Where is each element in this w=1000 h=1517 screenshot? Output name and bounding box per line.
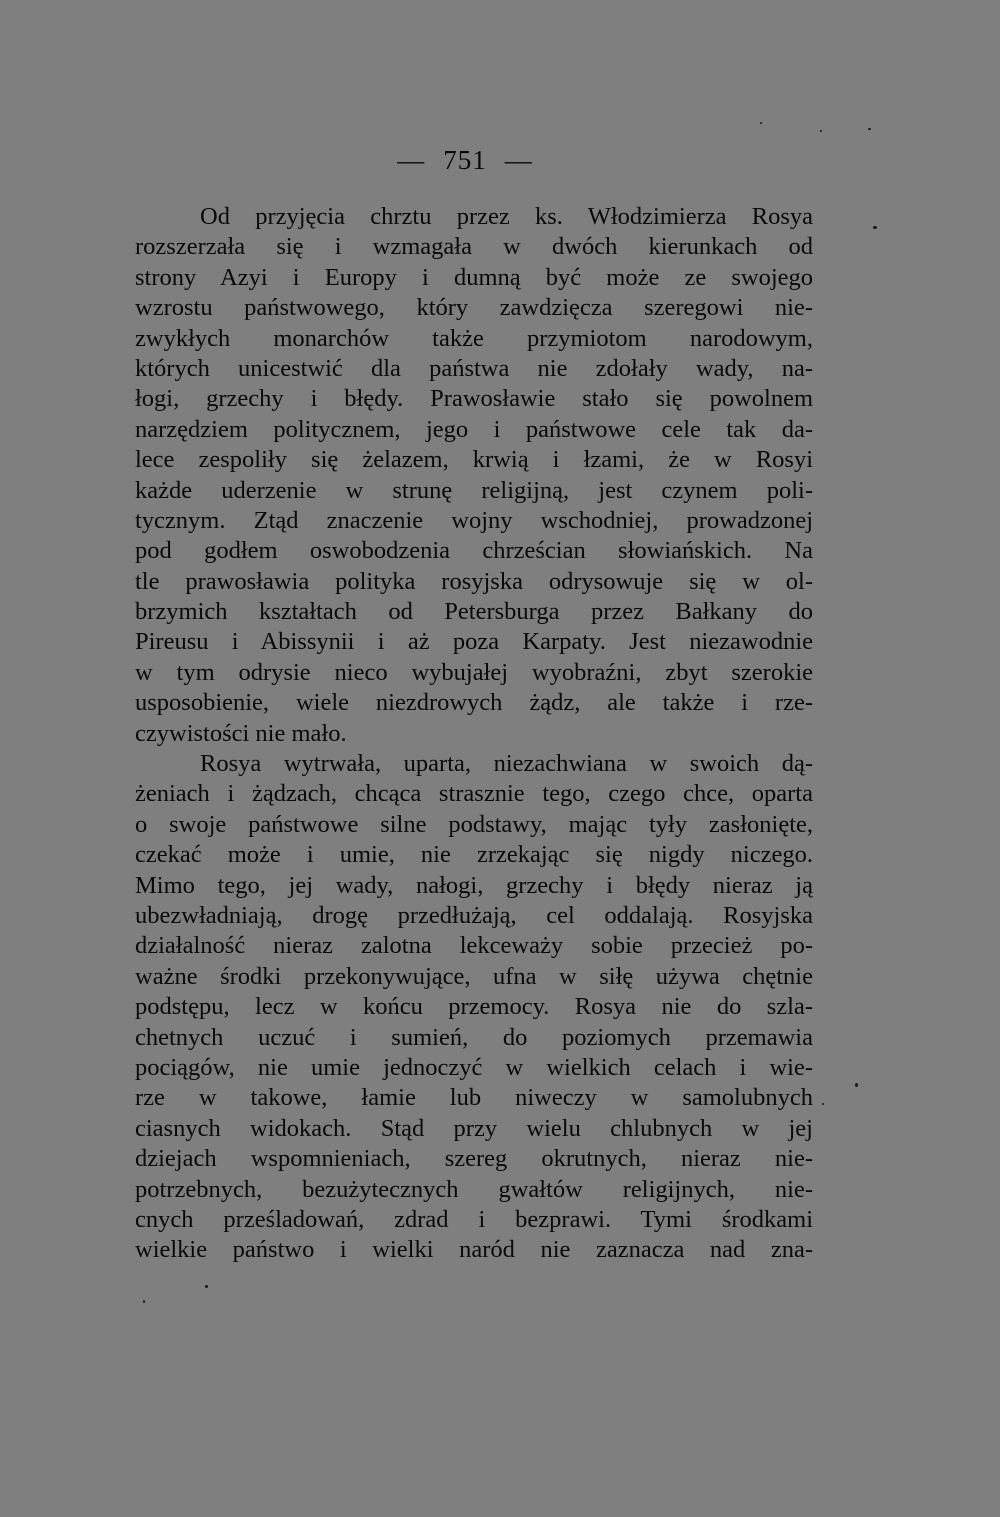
text-line: pod godłem oswobodzenia chrześcian słowiańskich. Na bbox=[135, 537, 813, 565]
text-line: ważne środki przekonywujące, ufna w siłę używa chętnie bbox=[135, 962, 813, 990]
text-line: tle prawosławia polityka rosyjska odrysowuje się w ol- bbox=[135, 567, 813, 595]
paragraph-2 bbox=[135, 749, 813, 1266]
text-line: ciasnych widokach. Stąd przy wielu chlubnych w jej bbox=[135, 1114, 813, 1142]
text-line: czekać może i umie, nie zrzekając się nigdy niczego. bbox=[135, 841, 813, 869]
text-line: wzrostu państwowego, który zawdzięcza szeregowi nie- bbox=[135, 294, 813, 322]
text-line: dziejach wspomnieniach, szereg okrutnych, nieraz nie- bbox=[135, 1145, 813, 1173]
scan-speck bbox=[873, 226, 877, 229]
text-line: ubezwładniają, drogę przedłużają, cel oddalają. Rosyjska bbox=[135, 901, 813, 929]
text-line: wielkie państwo i wielki naród nie zaznacza nad zna- bbox=[135, 1236, 813, 1264]
text-line: brzymich kształtach od Petersburga przez Bałkany do bbox=[135, 598, 813, 626]
scan-speck bbox=[205, 1285, 208, 1288]
text-line: Rosya wytrwała, uparta, niezachwiana w swoich dą- bbox=[200, 750, 813, 778]
scan-speck bbox=[820, 130, 822, 132]
text-line: potrzebnych, bezużytecznych gwałtów religijnych, nie- bbox=[135, 1175, 813, 1203]
paragraph-1 bbox=[135, 202, 813, 749]
page-number-dash-right: — bbox=[504, 145, 533, 175]
scan-speck bbox=[855, 1083, 858, 1087]
text-line: pociągów, nie umie jednoczyć w wielkich celach i wie- bbox=[135, 1053, 813, 1081]
scan-speck bbox=[143, 1300, 145, 1303]
text-line: każde uderzenie w strunę religijną, jest czynem poli- bbox=[135, 476, 813, 504]
text-line: strony Azyi i Europy i dumną być może ze swojego bbox=[135, 263, 813, 291]
scan-speck bbox=[822, 1103, 824, 1105]
text-line: narzędziem politycznem, jego i państwowe cele tak da- bbox=[135, 415, 813, 443]
scan-speck bbox=[868, 128, 871, 130]
text-line: lece zespoliły się żelazem, krwią i łzami, że w Rosyi bbox=[135, 446, 813, 474]
body-text bbox=[135, 202, 813, 1266]
text-line: żeniach i żądzach, chcąca strasznie tego, czego chce, oparta bbox=[135, 780, 813, 808]
page-number bbox=[0, 145, 930, 176]
scan-speck bbox=[760, 122, 762, 124]
text-line: rozszerzała się i wzmagała w dwóch kierunkach od bbox=[135, 233, 813, 261]
text-line: Pireusu i Abissynii i aż poza Karpaty. Jest niezawodnie bbox=[135, 628, 813, 656]
text-line: chetnych uczuć i sumień, do poziomych przemawia bbox=[135, 1023, 813, 1051]
text-line: tycznym. Ztąd znaczenie wojny wschodniej, prowadzonej bbox=[135, 506, 813, 534]
text-line: zwykłych monarchów także przymiotom narodowym, bbox=[135, 324, 813, 352]
text-line: rze w takowe, łamie lub niweczy w samolubnych bbox=[135, 1084, 813, 1112]
text-line: działalność nieraz zalotna lekceważy sobie przecież po- bbox=[135, 932, 813, 960]
text-line: Od przyjęcia chrztu przez ks. Włodzimierza Rosya bbox=[200, 203, 813, 230]
text-line: czywistości nie mało. bbox=[135, 719, 347, 747]
text-line: podstępu, lecz w końcu przemocy. Rosya nie do szla- bbox=[135, 993, 813, 1021]
text-line: łogi, grzechy i błędy. Prawosławie stało się powolnem bbox=[135, 385, 813, 413]
text-line: których unicestwić dla państwa nie zdołały wady, na- bbox=[135, 354, 813, 382]
text-line: o swoje państwowe silne podstawy, mając tyły zasłonięte, bbox=[135, 810, 813, 838]
text-line: w tym odrysie nieco wybujałej wyobraźni, zbyt szerokie bbox=[135, 658, 813, 686]
page-number-dash-left: — bbox=[397, 145, 426, 175]
page-number-value: 751 bbox=[443, 145, 487, 175]
text-line: usposobienie, wiele niezdrowych żądz, ale także i rze- bbox=[135, 689, 813, 717]
text-line: cnych prześladowań, zdrad i bezprawi. Tymi środkami bbox=[135, 1205, 813, 1233]
text-line: Mimo tego, jej wady, nałogi, grzechy i błędy nieraz ją bbox=[135, 871, 813, 899]
